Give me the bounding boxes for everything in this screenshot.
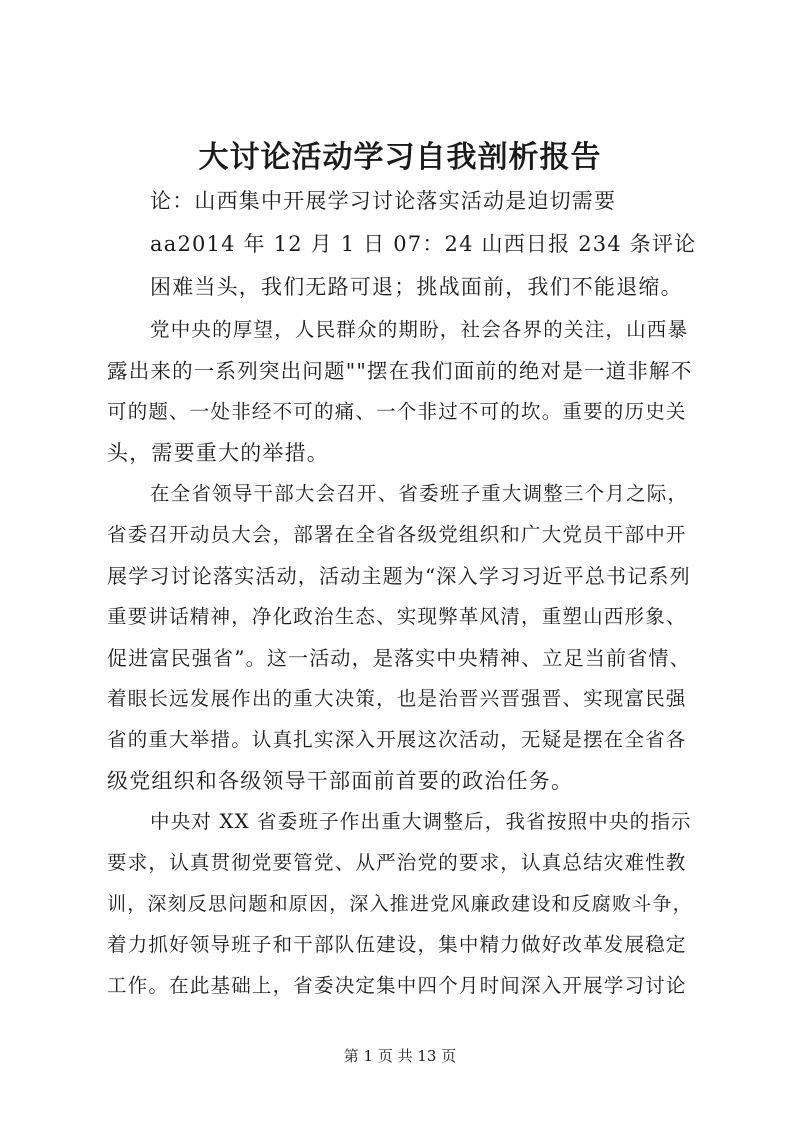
body-line: 重要讲话精神，净化政治生态、实现弊革风清，重塑山西形象、 xyxy=(107,605,687,628)
body-line: 省委召开动员大会，部署在全省各级党组织和广大党员干部中开 xyxy=(107,523,687,546)
body-line: 要求，认真贯彻党要管党、从严治党的要求，认真总结灾难性教 xyxy=(107,851,687,874)
body-line: 可的题、一处非经不可的痛、一个非过不可的坎。重要的历史关 xyxy=(107,400,687,423)
body-line: 露出来的一系列突出问题""摆在我们面前的绝对是一道非解不 xyxy=(107,359,693,383)
body-line: 促进富民强省”。这一活动，是落实中央精神、立足当前省情、 xyxy=(107,646,691,670)
body-line: 困难当头，我们无路可退；挑战面前，我们不能退缩。 xyxy=(150,275,683,299)
body-line: 工作。在此基础上，省委决定集中四个月时间深入开展学习讨论 xyxy=(107,974,687,997)
body-line: aa2014 年 12 月 1 日 07：24 山西日报 234 条评论 xyxy=(150,232,697,256)
body-line: 着力抓好领导班子和干部队伍建设，集中精力做好改革发展稳定 xyxy=(107,933,687,956)
body-line: 训，深刻反思问题和原因，深入推进党风廉政建设和反腐败斗争， xyxy=(107,893,693,915)
body-line: 着眼长远发展作出的重大决策，也是治晋兴晋强晋、实现富民强 xyxy=(107,687,687,710)
body-line: 党中央的厚望，人民群众的期盼，社会各界的关注，山西暴 xyxy=(150,318,689,341)
body-line: 中央对 XX 省委班子作出重大调整后，我省按照中央的指示 xyxy=(150,810,692,833)
page-number: 第 1 页 共 13 页 xyxy=(343,1047,457,1065)
body-line: 论：山西集中开展学习讨论落实活动是迫切需要 xyxy=(150,189,617,213)
body-line: 省的重大举措。认真扎实深入开展这次活动，无疑是摆在全省各 xyxy=(107,728,687,751)
document-title: 大讨论活动学习自我剖析报告 xyxy=(198,140,602,175)
body-line: 级党组织和各级领导干部面前首要的政治任务。 xyxy=(107,769,574,793)
body-line: 头，需要重大的举措。 xyxy=(107,441,329,465)
body-line: 展学习讨论落实活动，活动主题为“深入学习习近平总书记系列 xyxy=(107,564,691,588)
body-line: 在全省领导干部大会召开、省委班子重大调整三个月之际， xyxy=(150,482,689,505)
